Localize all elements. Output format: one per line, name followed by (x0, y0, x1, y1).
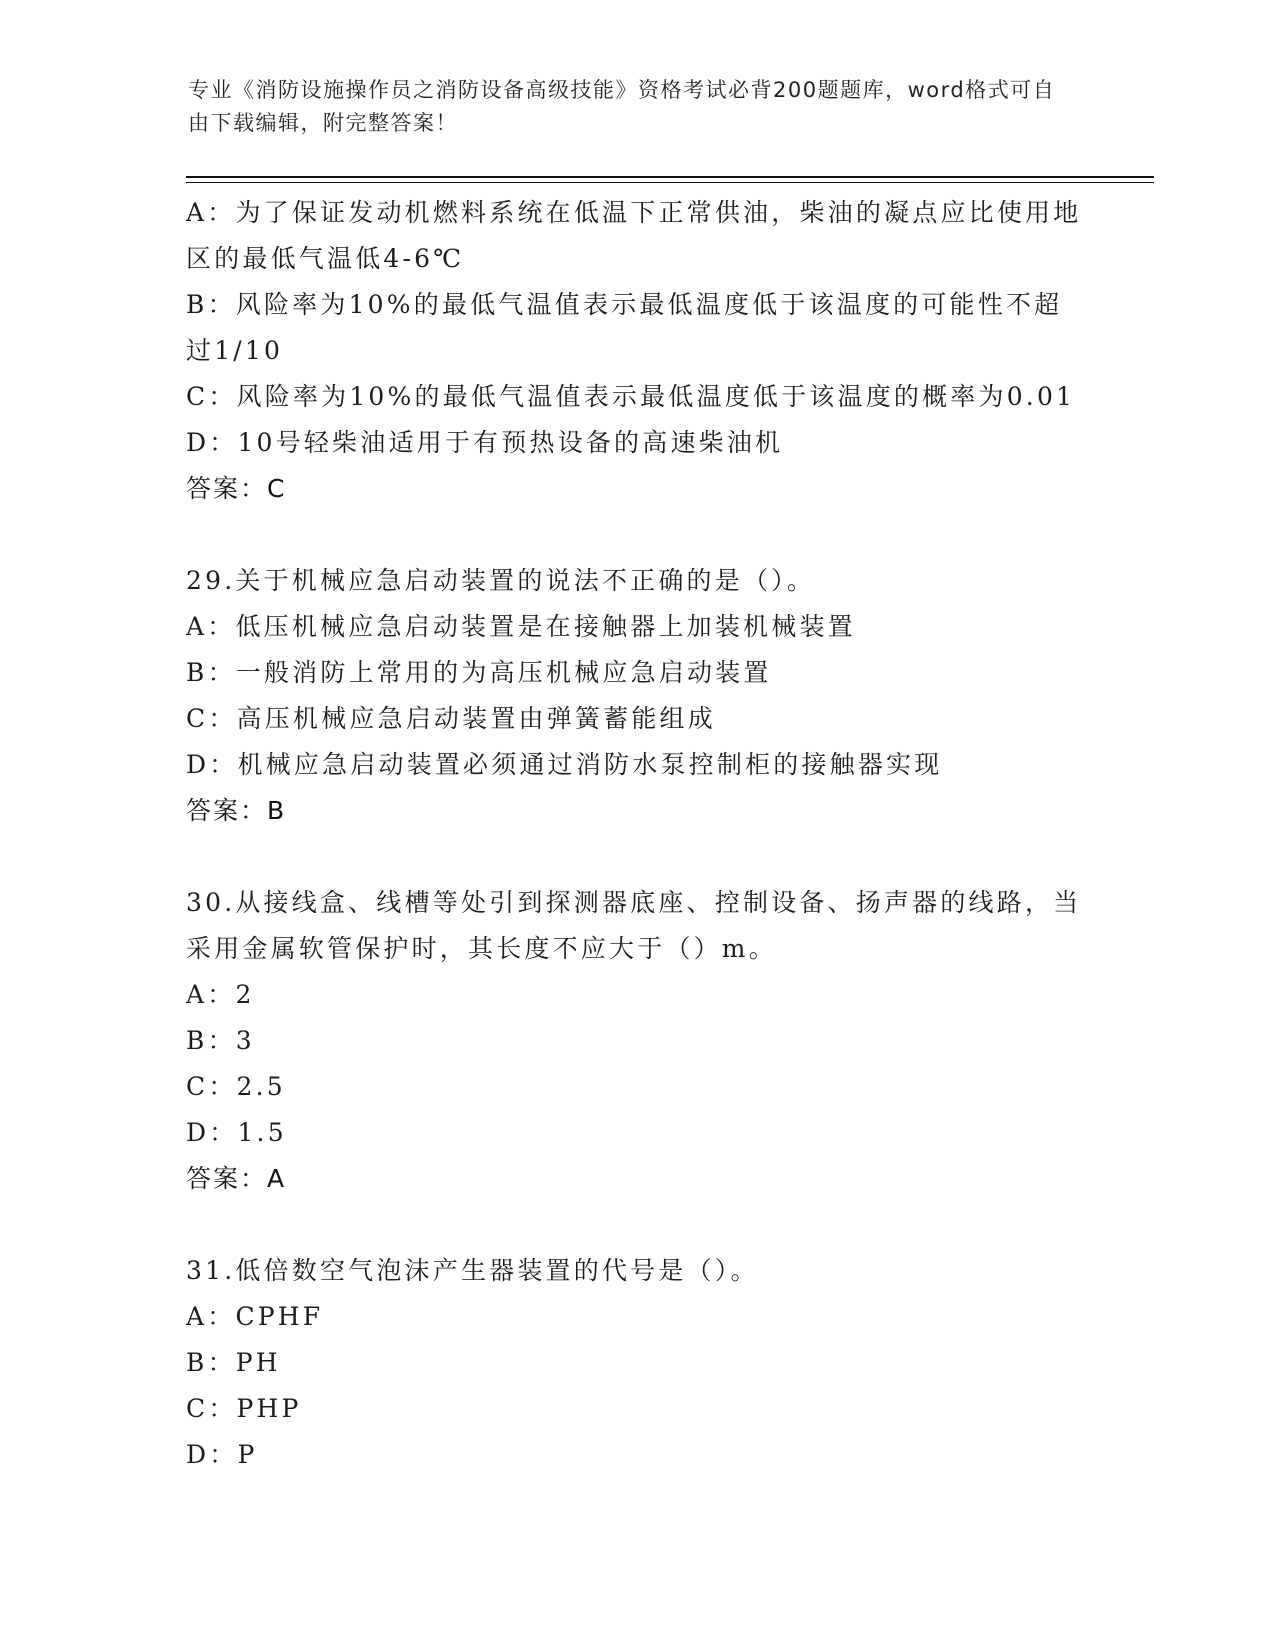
option-d: D：10号轻柴油适用于有预热设备的高速柴油机 (186, 428, 784, 457)
question-28 (186, 190, 1086, 512)
spacer (186, 512, 1086, 558)
option-d: D：1.5 (186, 1118, 287, 1147)
spacer (186, 1202, 1086, 1248)
option-c: C：高压机械应急启动装置由弹簧蓄能组成 (186, 704, 716, 733)
option-b: B：一般消防上常用的为高压机械应急启动装置 (186, 658, 772, 687)
question-29 (186, 558, 1086, 834)
option-a: A：为了保证发动机燃料系统在低温下正常供油，柴油的凝点应比使用地区的最低气温低4-6℃ (186, 198, 1082, 273)
option-b: B：风险率为10%的最低气温值表示最低温度低于该温度的可能性不超过1/10 (186, 290, 1063, 365)
option-a: A：2 (186, 980, 255, 1009)
question-text: 30.从接线盒、线槽等处引到探测器底座、控制设备、扬声器的线路，当采用金属软管保护时，其长度不应大于（）m。 (186, 888, 1082, 963)
option-d: D：P (186, 1440, 258, 1469)
option-a: A：CPHF (186, 1302, 324, 1331)
option-a: A：低压机械应急启动装置是在接触器上加装机械装置 (186, 612, 856, 641)
header-rule-thin (186, 182, 1154, 183)
header-rule-thick (186, 176, 1154, 178)
option-c: C：2.5 (186, 1072, 286, 1101)
answer: 答案：C (186, 474, 287, 503)
question-30 (186, 880, 1086, 1202)
option-b: B：PH (186, 1348, 281, 1377)
spacer (186, 834, 1086, 880)
document-header: 专业《消防设施操作员之消防设备高级技能》资格考试必背200题题库，word格式可自由下载编辑，附完整答案！ (188, 78, 1056, 135)
option-d: D：机械应急启动装置必须通过消防水泵控制柜的接触器实现 (186, 750, 943, 779)
answer: 答案：B (186, 796, 287, 825)
question-text: 29.关于机械应急启动装置的说法不正确的是（）。 (186, 566, 816, 595)
option-b: B：3 (186, 1026, 255, 1055)
option-c: C：PHP (186, 1394, 302, 1423)
question-list (186, 190, 1086, 1478)
answer: 答案：A (186, 1164, 287, 1193)
option-c: C：风险率为10%的最低气温值表示最低温度低于该温度的概率为0.01 (186, 382, 1076, 411)
question-text: 31.低倍数空气泡沫产生器装置的代号是（）。 (186, 1256, 759, 1285)
question-31 (186, 1248, 1086, 1478)
